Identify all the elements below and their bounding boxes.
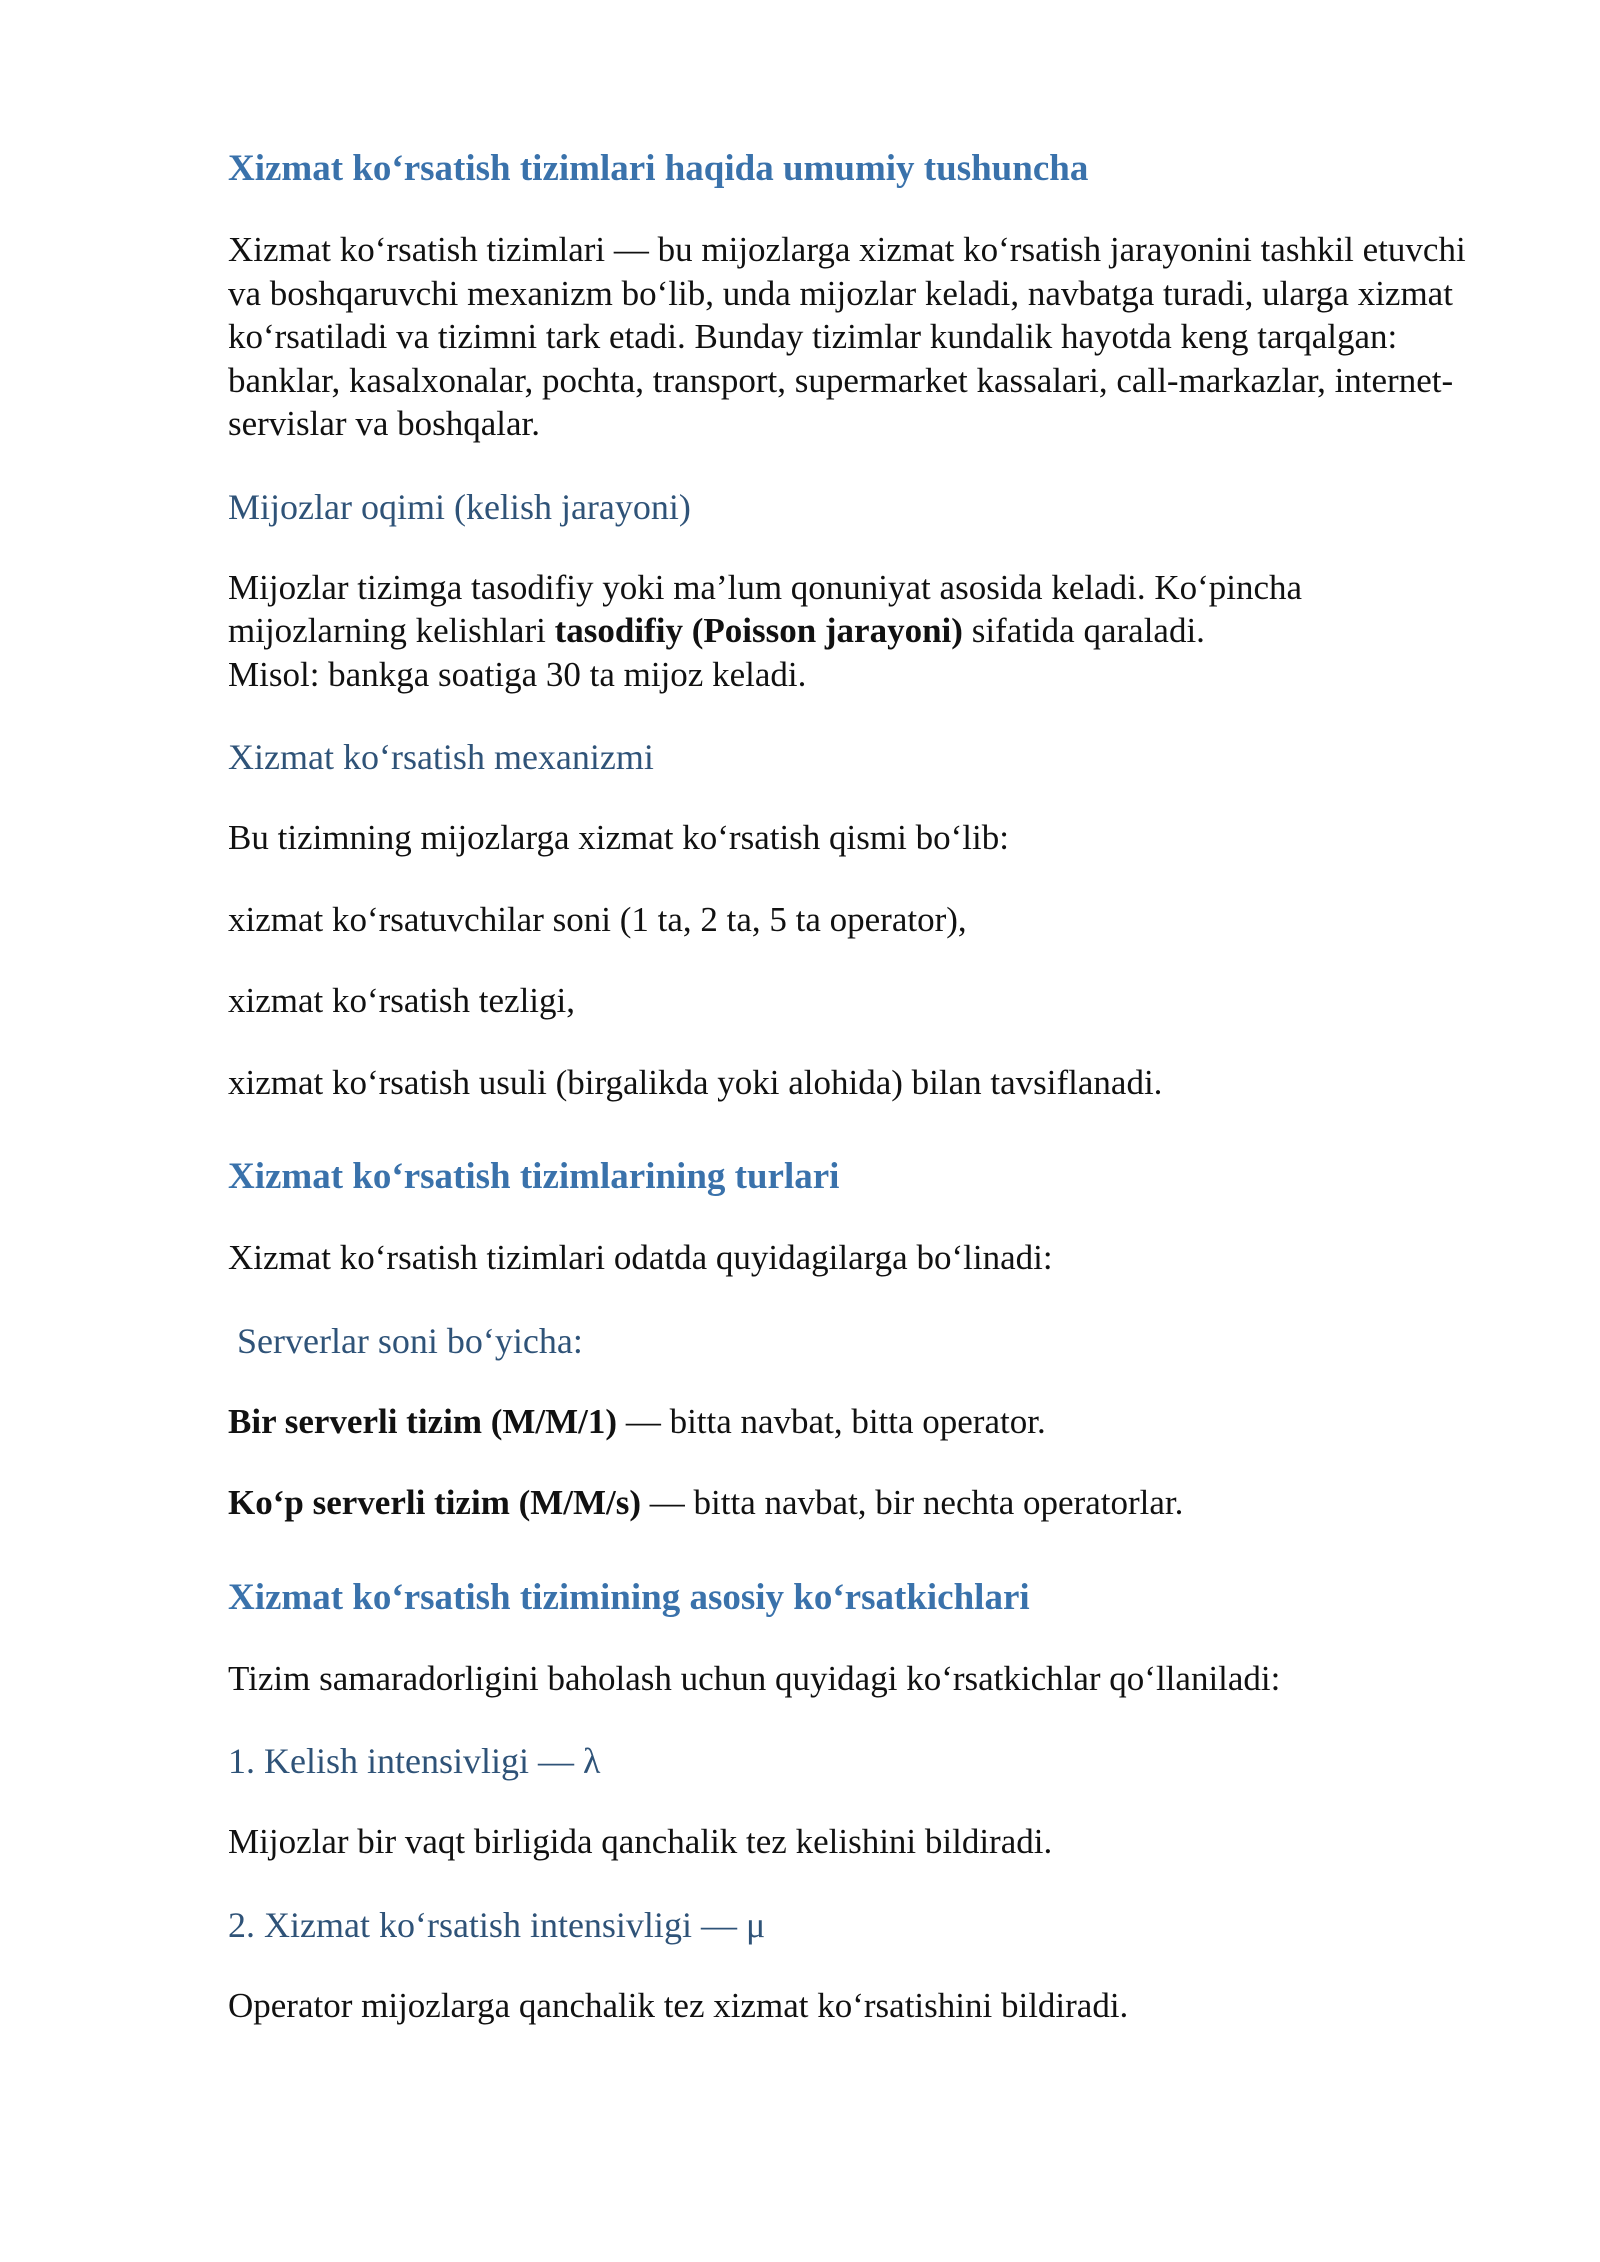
document-page [228,146,1488,2065]
customer-flow-paragraph [228,566,1488,697]
customer-flow-bold-term: tasodifiy (Poisson jarayoni) [554,611,963,650]
subheading-service-rate: 2. Xizmat ko‘rsatish intensivligi — μ [228,1904,766,1945]
system-types-intro: Xizmat ko‘rsatish tizimlari odatda quyidagilarga bo‘linadi: [228,1238,1053,1277]
multi-server-description: — bitta navbat, bir nechta operatorlar. [641,1483,1184,1522]
single-server-description: — bitta navbat, bitta operator. [617,1401,1046,1441]
multi-server-term: Ko‘p serverli tizim (M/M/s) [228,1483,642,1522]
service-mechanism-item: xizmat ko‘rsatish usuli (birgalikda yoki alohida) bilan tavsiflanadi. [228,1062,1163,1102]
subheading-by-server-count: Serverlar soni bo‘yicha: [228,1320,583,1361]
section-heading-system-types: Xizmat ko‘rsatish tizimlarining turlari [228,1156,840,1197]
section-heading-general-concept: Xizmat ko‘rsatish tizimlari haqida umumiy tushuncha [228,148,1089,189]
arrival-rate-description: Mijozlar bir vaqt birligida qanchalik tez kelishini bildiradi. [228,1822,1053,1861]
service-mechanism-item: xizmat ko‘rsatuvchilar soni (1 ta, 2 ta, 5 ta operator), [228,899,967,939]
subheading-customer-flow: Mijozlar oqimi (kelish jarayoni) [228,486,691,527]
subheading-service-mechanism: Xizmat ko‘rsatish mexanizmi [228,737,654,777]
general-concept-paragraph: Xizmat ko‘rsatish tizimlari — bu mijozlarga xizmat ko‘rsatish jarayonini tashkil etuvchi va boshqaruvchi mexanizm bo‘lib, unda mijozlar keladi, navbatga turadi, ularga xizmat ko‘rsatiladi va tizimni tark etadi. Bunday tizimlar kundalik hayotda keng tarqalgan: banklar, kasalxonalar, pochta, transport, supermarket kassalari, call-markazlar, internet-servislar va boshqalar. [228,230,1466,443]
customer-flow-text-end: sifatida qaraladi. [962,611,1205,650]
single-server-term: Bir serverli tizim (M/M/1) [228,1401,618,1441]
service-rate-description: Operator mijozlarga qanchalik tez xizmat ko‘rsatishini bildiradi. [228,1985,1129,2025]
subheading-arrival-rate: 1. Kelish intensivligi — λ [228,1741,601,1781]
service-mechanism-intro: Bu tizimning mijozlarga xizmat ko‘rsatish qismi bo‘lib: [228,818,1009,857]
customer-flow-text: Mijozlar tizimga tasodifiy yoki ma’lum qonuniyat asosida keladi. Ko‘pincha mijozlarning kelishlari [228,567,1303,650]
single-server-system [228,1400,1488,1444]
section-heading-main-indicators: Xizmat ko‘rsatish tizimining asosiy ko‘rsatkichlari [228,1576,1030,1618]
multi-server-system [228,1481,1488,1525]
customer-flow-example: Misol: bankga soatiga 30 ta mijoz keladi. [228,654,807,694]
service-mechanism-item: xizmat ko‘rsatish tezligi, [228,981,575,1020]
main-indicators-intro: Tizim samaradorligini baholash uchun quyidagi ko‘rsatkichlar qo‘llaniladi: [228,1658,1281,1698]
